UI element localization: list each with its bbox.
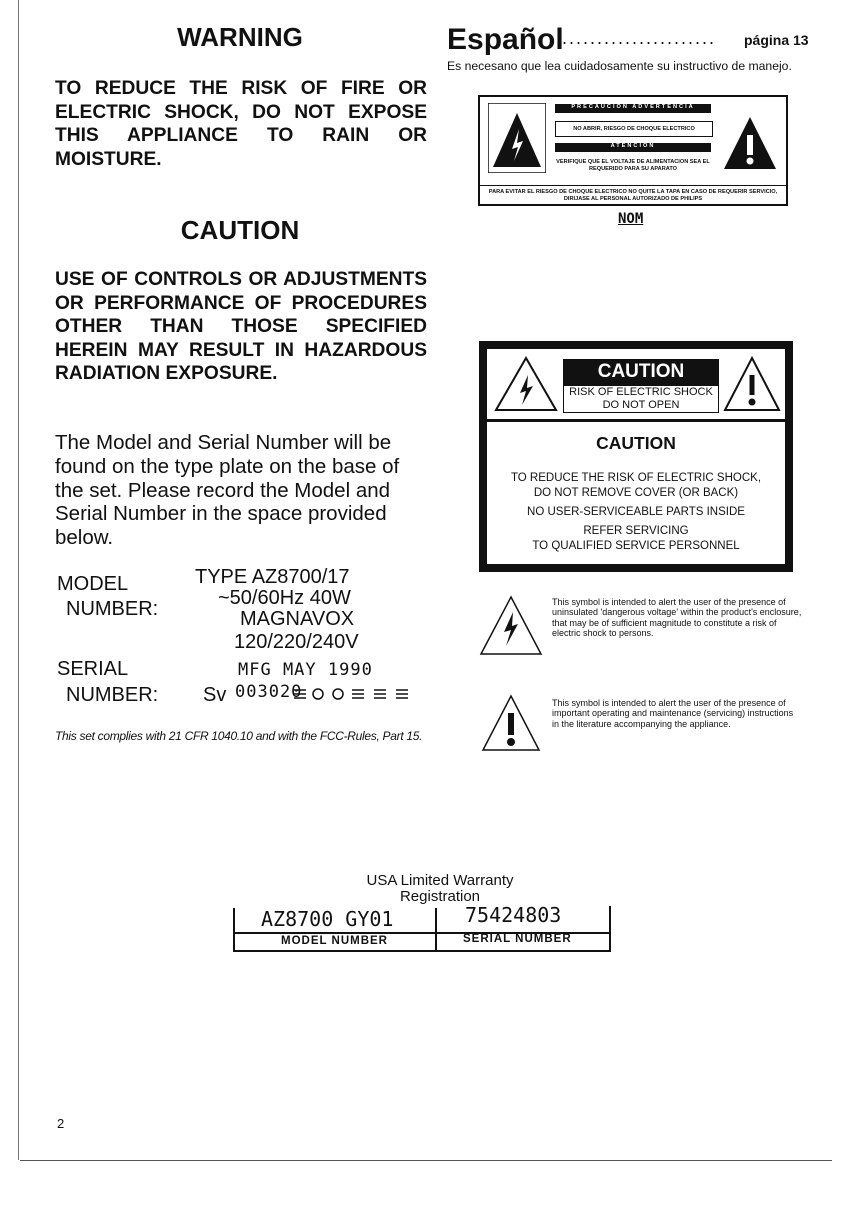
warranty-title: USA Limited Warranty — [366, 872, 514, 889]
spanish-label-top: PRECAUCION ADVERTENCIA — [555, 104, 711, 113]
lightning-warning-icon — [488, 103, 546, 173]
caution-label — [479, 341, 793, 572]
page-number: 2 — [57, 1116, 65, 1131]
caution-banner-sub — [563, 385, 719, 413]
caution-sub-line2: DO NOT OPEN — [602, 399, 680, 411]
caution-heading: CAUTION — [596, 433, 676, 453]
caution-title: CAUTION — [180, 215, 300, 245]
model-serial-intro: The Model and Serial Number will be found on the type plate on the base of the set. Please record the Model and Serial Number in the space provided below. — [55, 431, 400, 550]
warning-title: WARNING — [177, 22, 303, 52]
model-brand: MAGNAVOX — [240, 608, 355, 630]
model-type: TYPE AZ8700/17 — [195, 566, 350, 588]
caution-body: USE OF CONTROLS OR ADJUSTMENTS OR PERFORMANCE OF PROCEDURES OTHER THAN THOSE SPECIFIED HEREIN MAY RESULT IN HAZARDOUS RADIATION EXPOSURE. — [55, 269, 427, 384]
warranty-subtitle: Registration — [399, 888, 481, 905]
model-power: ~50/60Hz 40W — [218, 587, 351, 609]
espanol-intro: Es necesano que lea cuidadosamente su instructivo de manejo. — [447, 59, 792, 73]
serial-label-line2: NUMBER: — [66, 684, 159, 706]
warranty-model-header: MODEL NUMBER — [281, 935, 388, 947]
margin-rule — [18, 0, 19, 1160]
serial-stamp-marks — [292, 687, 410, 701]
spanish-label-box1: NO ABRIR, RIESGO DE CHOQUE ELECTRICO — [555, 121, 713, 137]
serial-prefix: Sv — [203, 684, 227, 706]
lightning-symbol-text: This symbol is intended to alert the user of the presence of uninsulated 'dangerous voltage' within the product's enclosure, that may be of sufficient magnitude to constitute a risk of electric shock to persons. — [552, 597, 802, 639]
bottom-rule — [20, 1160, 832, 1161]
spanish-label-bottom: PARA EVITAR EL RIESGO DE CHOQUE ELECTRICO NO QUITE LA TAPA EN CASO DE REQUERIR SERVICIO, DIRIJASE AL PERSONAL AUTORIZADO DE PHILIPS — [480, 185, 786, 203]
warranty-table — [233, 903, 611, 951]
serial-code: 003020 — [235, 682, 303, 702]
model-label-line1: MODEL — [57, 573, 129, 595]
model-voltage: 120/220/240V — [234, 631, 359, 653]
model-label-line2: NUMBER: — [66, 598, 159, 620]
exclamation-triangle-icon — [723, 355, 781, 413]
serial-date: MFG MAY 1990 — [238, 660, 373, 680]
lightning-symbol-icon — [479, 594, 543, 658]
caution-line-1: TO REDUCE THE RISK OF ELECTRIC SHOCK, — [510, 472, 762, 484]
compliance-footnote: This set complies with 21 CFR 1040.10 and with the FCC-Rules, Part 15. — [55, 729, 423, 743]
caution-instructions — [487, 471, 785, 554]
caution-line-3: NO USER-SERVICEABLE PARTS INSIDE — [527, 506, 745, 518]
nom-mark: NOM — [618, 211, 644, 227]
warning-body: TO REDUCE THE RISK OF FIRE OR ELECTRIC SHOCK, DO NOT EXPOSE THIS APPLIANCE TO RAIN OR MOISTURE. — [55, 78, 427, 170]
exclamation-symbol-text: This symbol is intended to alert the user of the presence of important operating and maintenance (servicing) instructions in the literature accompanying the appliance. — [552, 698, 794, 729]
warranty-model-value: AZ8700 GY01 — [261, 907, 394, 931]
espanol-title: Español — [447, 23, 564, 56]
spanish-label-atencion: ATENCION — [555, 143, 711, 152]
spanish-label-verify: VERIFIQUE QUE EL VOLTAJE DE ALIMENTACION SEA EL REQUERIDO PARA SU APARATO — [556, 159, 710, 172]
espanol-page-ref: página 13 — [744, 32, 809, 48]
spanish-warning-label — [478, 95, 788, 206]
caution-line-5: TO QUALIFIED SERVICE PERSONNEL — [532, 540, 740, 552]
warranty-serial-value: 75424803 — [465, 903, 562, 927]
caution-line-2: DO NOT REMOVE COVER (OR BACK) — [533, 487, 739, 499]
caution-sub-line1: RISK OF ELECTRIC SHOCK — [569, 386, 713, 398]
serial-label-line1: SERIAL — [57, 658, 129, 680]
caution-banner: CAUTION — [563, 359, 719, 385]
lightning-triangle-icon — [493, 355, 559, 413]
exclamation-symbol-icon — [481, 693, 541, 753]
warranty-serial-header: SERIAL NUMBER — [463, 933, 572, 945]
caution-line-4: REFER SERVICING — [583, 525, 689, 537]
espanol-leader-dots: ...................... — [562, 28, 717, 48]
exclamation-warning-icon — [720, 103, 780, 173]
